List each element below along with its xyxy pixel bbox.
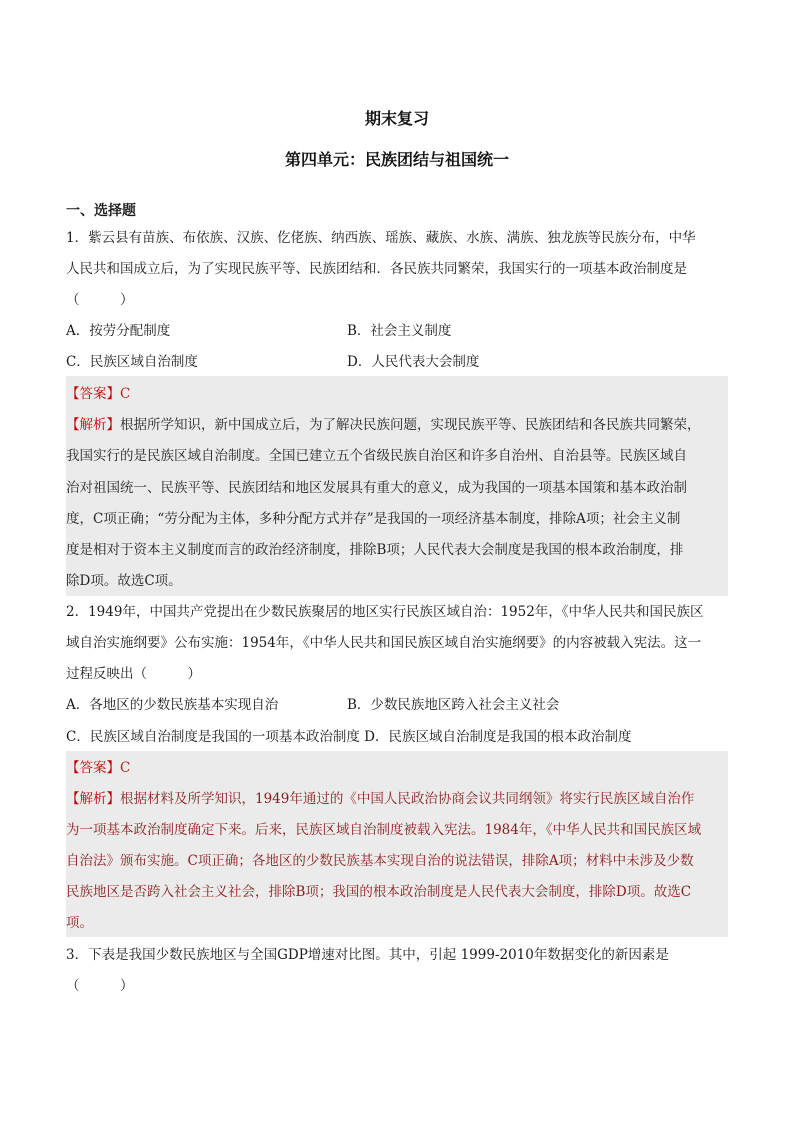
q1-analysis-text-1: 根据所学知识，新中国成立后，为了解决民族问题，实现民族平等、民族团结和各民族共同繁荣， xyxy=(120,417,701,433)
q1-option-b: B．社会主义制度 xyxy=(347,323,452,339)
q2-analysis-label: 【解析】 xyxy=(66,791,120,807)
document-title: 期末复习 xyxy=(364,109,429,128)
q1-analysis-label: 【解析】 xyxy=(66,417,120,433)
q2-answer-label: 【答案】 xyxy=(66,760,120,776)
q2-analysis-text-1: 根据材料及所学知识，1949年通过的《中国人民政治协商会议共同纲领》将实行民族区域自治作 xyxy=(120,791,695,807)
q2-analysis-line-3: 自治法》颁布实施。C项正确；各地区的少数民族基本实现自治的说法错误，排除A项；材料中未涉及少数 xyxy=(66,853,694,869)
q2-analysis-line-1 xyxy=(66,789,694,809)
q1-stem-line-2: 人民共和国成立后，为了实现民族平等、民族团结和．各民族共同繁荣，我国实行的一项基本政治制度是 xyxy=(66,261,687,277)
q2-analysis-line-2: 为一项基本政治制度确定下来。后来，民族区域自治制度被载入宪法。1984年，《中华人民共和国民族区域 xyxy=(66,822,702,838)
section-heading: 一、选择题 xyxy=(66,203,136,219)
q2-analysis-line-4: 民族地区是否跨入社会主义社会，排除B项；我国的根本政治制度是人民代表大会制度，排除D项。故选C xyxy=(66,884,692,900)
q2-answer xyxy=(66,758,130,778)
q1-answer-label: 【答案】 xyxy=(66,386,120,402)
q2-stem-line-3: 过程反映出（ ） xyxy=(66,666,201,682)
q1-analysis-line-4: 度，C项正确；“劳分配为主体，多种分配方式并存”是我国的一项经济基本制度，排除A项；社会主义制 xyxy=(66,511,681,527)
q1-analysis-line-3: 治对祖国统一、民族平等、民族团结和地区发展具有重大的意义，成为我国的一项基本国策和基本政治制 xyxy=(66,480,687,496)
q2-stem-line-2: 域自治实施纲要》公布实施：1954年，《中华人民共和国民族区域自治实施纲要》的内容被载入宪法。这一 xyxy=(66,635,702,651)
q2-option-a: A．各地区的少数民族基本实现自治 xyxy=(66,697,279,713)
q1-analysis-line-2: 我国实行的是民族区域自治制度。全国已建立五个省级民族自治区和许多自治州、自治县等。民族区域自 xyxy=(66,448,687,464)
q1-stem-line-1: 1．紫云县有苗族、布依族、汉族、仡佬族、纳西族、瑶族、藏族、水族、满族、独龙族等民族分布，中华 xyxy=(66,230,696,246)
q1-answer xyxy=(66,384,130,404)
q1-analysis-line-5: 度是相对于资本主义制度而言的政治经济制度，排除B项；人民代表大会制度是我国的根本政治制度，排 xyxy=(66,542,684,558)
q3-stem-line-2: （ ） xyxy=(66,978,134,994)
q1-option-d: D．人民代表大会制度 xyxy=(347,354,480,370)
q2-analysis-line-5: 项。 xyxy=(66,915,93,931)
q3-stem-line-1: 3．下表是我国少数民族地区与全国GDP增速对比图。其中，引起 1999-2010年数据变化的新因素是 xyxy=(66,947,669,963)
q1-analysis-line-6: 除D项。故选C项。 xyxy=(66,573,182,589)
q2-answer-value: C xyxy=(120,760,131,776)
q2-option-b: B．少数民族地区跨入社会主义社会 xyxy=(347,697,560,713)
q2-stem-line-1: 2．1949年，中国共产党提出在少数民族聚居的地区实行民族区域自治：1952年，《中华人民共和国民族区 xyxy=(66,604,704,620)
q1-stem-line-3: （ ） xyxy=(66,292,134,308)
q1-option-c: C．民族区域自治制度 xyxy=(66,354,198,370)
q2-answer-block xyxy=(66,751,728,937)
q2-option-cd: C．民族区域自治制度是我国的一项基本政治制度 D．民族区域自治制度是我国的根本政治制度 xyxy=(66,729,632,745)
q1-option-a: A．按劳分配制度 xyxy=(66,323,171,339)
q1-answer-value: C xyxy=(120,386,131,402)
q1-analysis-line-1 xyxy=(66,415,701,435)
document-subtitle: 第四单元：民族团结与祖国统一 xyxy=(284,150,509,169)
